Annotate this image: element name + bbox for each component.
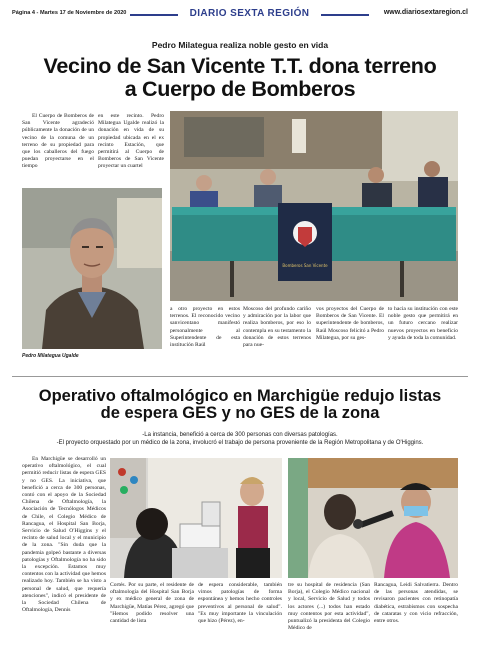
article2-subheading-2: -El proyecto orquestado por un médico de la zona, involucró el trabajo de persona proveniente de la Región Metropolitana y de O'Higgins.: [56, 440, 424, 446]
article-divider: [12, 376, 468, 377]
article1-kicker: Pedro Milategua realiza noble gesto en vida: [151, 40, 329, 50]
website-link[interactable]: www.diariosextaregion.cl: [383, 9, 468, 16]
article2-col4-text: tre su hospital de residencia (San Borja), el Colegio Médico nacional y local, Servicio de Salud y todos los actores (...) todos han estado muy contentos por esta actividad", puntualizó la presidenta del Colegio Médico de: [288, 582, 370, 632]
article2-headline-line2: de espera GES y no GES de la zona: [100, 404, 380, 423]
portrait-photo: [22, 188, 162, 349]
article1-column-5: [316, 306, 384, 342]
article1-col1-text: El Cuerpo de Bomberos de San Vicente agradeció públicamente la donación de un vecino de la comuna de un terreno de su propiedad para que los caballeros del fuego puedan proyectarse en el tiempo: [22, 113, 94, 170]
page-header: [12, 8, 468, 22]
article2-column-2: [110, 582, 194, 625]
article1-column-4: [243, 306, 311, 349]
eye-exam-illustration-1: [110, 458, 282, 578]
article1-headline: [8, 55, 472, 100]
article1-column-1: [22, 113, 94, 171]
header-rule-right: [321, 14, 369, 16]
article1-headline-line1: Vecino de San Vicente T.T. dona terreno: [43, 54, 437, 78]
group-photo-illustration: [170, 111, 458, 301]
article1-column-6: [388, 306, 458, 342]
article1-column-2: [98, 113, 164, 171]
header-rule-left: [130, 14, 178, 16]
masthead: DIARIO SEXTA REGIÓN: [189, 8, 310, 19]
eye-exam-photo-2: [288, 458, 458, 578]
bomberos-banner-label: Bomberos San Vicente: [282, 263, 328, 268]
article2-column-3: [198, 582, 282, 625]
article1-column-3: [170, 306, 240, 349]
article2-col2-text: Cortés. Por su parte, el residente de oftalmología del Hospital San Borja y ex médico general de zona de Marchigüe, Matías Pérez, agregó que "Hemos podido resolver una cantidad de lista: [110, 582, 194, 625]
article2-column-5: [374, 582, 458, 625]
portrait-illustration: [22, 188, 162, 349]
article1-headline-line2: a Cuerpo de Bomberos: [124, 76, 356, 101]
article1-col5-text: vos proyectos del Cuerpo de Bomberos de San Vicente. El superintendente de bomberos, Raúl Moscoso felicitó a Pedro Milategua, por su ges-: [316, 306, 384, 341]
group-photo: [170, 111, 458, 301]
page-number-date: Página 4 - Martes 17 de Noviembre de 2020: [12, 10, 127, 16]
article2-subheading-1: -La instancia, benefició a cerca de 300 personas con diversas patologías.: [142, 432, 338, 438]
article2-headline: [8, 388, 472, 423]
article2-column-1: [22, 456, 106, 614]
article1-col2-text: en este recinto. Pedro Milategua Ugalde realizó la donación en vida de su propiedad ubicada en el ex recinto Estación, que permitirá al Cuerpo de Bomberos de San Vicente proyectar un cuartel: [98, 113, 164, 170]
article1-col3-text: a otro proyecto en estos terrenos. El reconocido vecino sanvicentano manifestó personalmente al Superintendente de esta institución Raúl: [170, 306, 240, 349]
eye-exam-photo-1: [110, 458, 282, 578]
article2-col5-text: Rancagua, Leidi Salvatierra. Dentro de las personas atendidas, se revisaron pacientes con retinopatía diabética, estrabismos con sospecha de cataratas y con vicio refracción, entre otros.: [374, 582, 458, 625]
portrait-caption: Pedro Milategua Ugalde: [22, 353, 79, 359]
article1-col6-text: to hacia su institución con este noble gesto que permitirá en un futuro cercano realizar nuevos proyectos en beneficio y ayuda de toda la comunidad.: [388, 306, 458, 341]
eye-exam-illustration-2: [288, 458, 458, 578]
article1-col4-text: Moscoso del profundo cariño y admiración por la labor que realiza bomberos, por eso lo contempla en su testamento la donación de estos terrenos para nue-: [243, 306, 311, 349]
article2-column-4: [288, 582, 370, 632]
article2-col1-text: En Marchigüe se desarrolló un operativo oftalmológico, el cual permitió reducir listas de espera GES y no GES. La iniciativa, que benefició a cerca de 300 personas, contó con el apoyo de la Sociedad Chilena de Oftalmología, la Asociación de Tecnólogos Médicos de Chile, el Colegio Médico de Rancagua, el Hospital San Borja, Servicio de Salud O'Higgins y el recinto de salud local y el municipio de la zona. "Sin duda que la pandemia golpeó bastante a diversas patologías y Oftalmología no ha sido la excepción. Estamos muy contentos con la actividad que hemos realizado hoy. También se ha visto a personal de salud, que requería atenciones", indicó el presidente de la Sociedad Chilena de Oftalmología, Dennis: [22, 456, 106, 614]
article2-col3-text: de espera considerable, también vimos patologías de forma espontánea y hemos hecho controles preventivos al personal de salud". "Es muy importante la vinculación que hizo (Pérez), en-: [198, 582, 282, 625]
article2-headline-line1: Operativo oftalmológico en Marchigüe redujo listas: [38, 387, 442, 405]
